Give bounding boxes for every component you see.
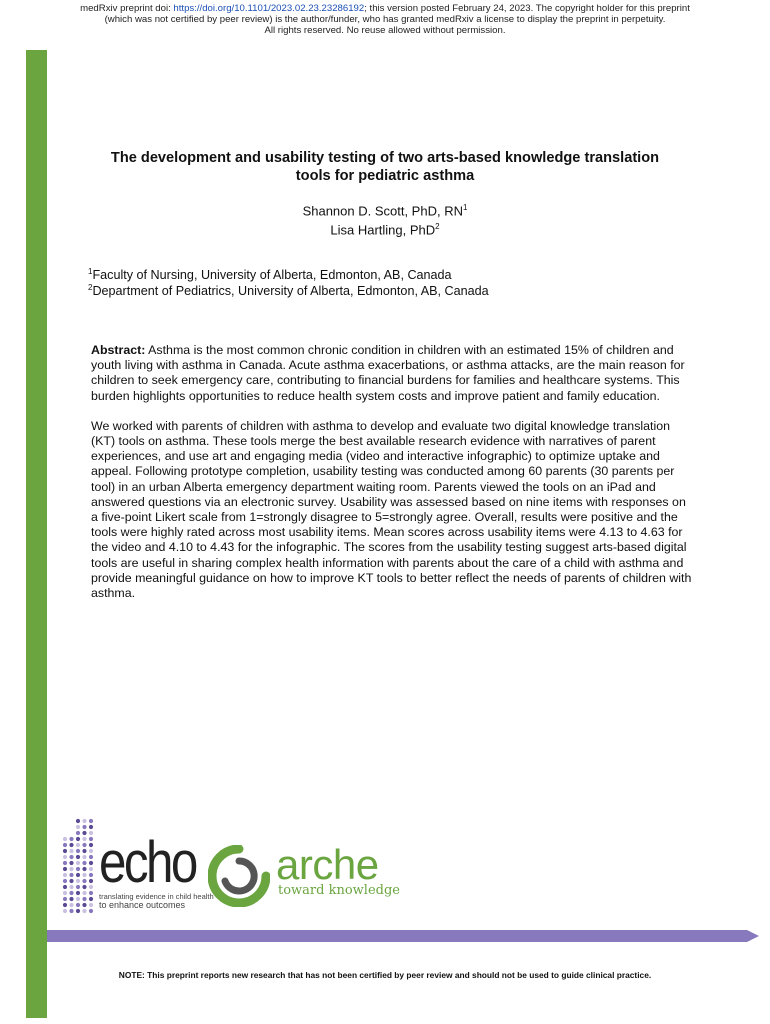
echo-dot: [69, 837, 73, 841]
echo-dot: [82, 861, 86, 865]
echo-dot: [82, 897, 86, 901]
echo-dot: [76, 825, 80, 829]
echo-dot: [89, 909, 93, 913]
author-1: Shannon D. Scott, PhD, $RN^1$: [302, 203, 468, 219]
echo-dot: [76, 831, 80, 835]
green-side-bar: [26, 50, 47, 1018]
echo-dot: [63, 849, 67, 853]
arche-logo-word: arche: [276, 841, 379, 888]
echo-dot: [69, 903, 73, 907]
echo-dot: [69, 909, 73, 913]
echo-dot: [76, 867, 80, 871]
affiliation-2: $^2$Department of Pediatrics, University of Alberta, Edmonton, AB, Canada: [88, 283, 489, 299]
echo-dot: [69, 855, 73, 859]
echo-dot: [82, 843, 86, 847]
purple-divider-band: [47, 928, 759, 944]
echo-dot: [82, 873, 86, 877]
author-2: Lisa Hartling, PhD$^2$: [330, 222, 440, 238]
echo-dot: [69, 885, 73, 889]
echo-tagline-2: to enhance outcomes: [99, 900, 186, 910]
echo-dot: [89, 837, 93, 841]
echo-dot: [76, 885, 80, 889]
echo-dot: [63, 885, 67, 889]
echo-dot: [63, 891, 67, 895]
doi-link[interactable]: https://doi.org/10.1101/2023.02.23.23286192: [173, 3, 365, 14]
echo-dot: [76, 837, 80, 841]
echo-dot: [89, 885, 93, 889]
echo-dot: [69, 879, 73, 883]
echo-dot: [76, 879, 80, 883]
abstract-label: Abstract:: [91, 343, 146, 357]
authors: [80, 200, 690, 239]
echo-dot: [82, 879, 86, 883]
footer-note: NOTE: This preprint reports new research that has not been certified by peer review and should not be used to guide clinical practice.: [118, 970, 652, 980]
echo-dot: [82, 855, 86, 859]
echo-dot: [69, 849, 73, 853]
arche-tagline: toward knowledge: [278, 883, 400, 898]
echo-dot: [63, 861, 67, 865]
header-line-3: All rights reserved. No reuse allowed without permission.: [264, 25, 506, 36]
echo-dot: [76, 843, 80, 847]
echo-dot: [89, 825, 93, 829]
echo-dot: [63, 879, 67, 883]
echo-dot: [82, 867, 86, 871]
echo-dot: [89, 843, 93, 847]
echo-dot: [76, 903, 80, 907]
echo-dot: [63, 867, 67, 871]
echo-dot: [89, 903, 93, 907]
echo-dot: [63, 837, 67, 841]
echo-dot: [89, 831, 93, 835]
paper-title: The development and usability testing of two arts-based knowledge translation tools for pediatric asthma: [110, 150, 660, 184]
header-line-2: (which was not certified by peer review) is the author/funder, who has granted medRxiv a license to display the preprint in perpetuity.: [104, 14, 666, 25]
echo-dot: [89, 879, 93, 883]
echo-dot: [63, 873, 67, 877]
echo-dot: [89, 867, 93, 871]
echo-dot: [63, 897, 67, 901]
echo-dot: [89, 891, 93, 895]
echo-dot: [76, 819, 80, 823]
echo-dot: [76, 909, 80, 913]
echo-tagline-1: translating evidence in child health: [99, 892, 214, 901]
echo-dot: [63, 903, 67, 907]
arche-swirl-icon: [208, 845, 270, 907]
echo-dot: [89, 819, 93, 823]
echo-dot: [69, 843, 73, 847]
echo-dot: [82, 903, 86, 907]
echo-dot: [89, 861, 93, 865]
echo-dot: [82, 885, 86, 889]
echo-logo-word: echo: [99, 830, 196, 895]
echo-dot: [82, 849, 86, 853]
echo-dot: [89, 873, 93, 877]
echo-dot: [76, 873, 80, 877]
echo-dot: [82, 837, 86, 841]
echo-dot: [82, 819, 86, 823]
echo-dot: [76, 861, 80, 865]
echo-dot: [69, 873, 73, 877]
echo-dot: [69, 867, 73, 871]
abstract: [91, 343, 695, 616]
echo-dot: [76, 897, 80, 901]
arche-logo: [208, 843, 408, 909]
echo-dot: [89, 897, 93, 901]
echo-dot: [82, 825, 86, 829]
echo-dot: [63, 843, 67, 847]
echo-dot: [76, 891, 80, 895]
abstract-paragraph-2: We worked with parents of children with asthma to develop and evaluate two digital knowledge translation (KT) tools on asthma. These tools merge the best available research evidence with narratives of parent experiences, and use art and engaging media (video and interactive infographic) to optimize uptake and appeal. Following prototype completion, usability testing was conducted among 60 parents (30 parents per tool) in an urban Alberta emergency department waiting room. Parents viewed the tools on an iPad and answered questions via an electronic survey. Usability was assessed based on nine items with responses on a five-point Likert scale from 1=strongly disagree to 5=strongly agree. Overall, results were positive and the tools were highly rated across most usability items. Mean scores across usability items were 4.13 to 4.63 for the video and 4.10 to 4.43 for the infographic. The scores from the usability testing suggest arts-based digital tools are useful in sharing complex health information with parents about the care of a child with asthma and provide meaningful guidance on how to improve KT tools to better reflect the needs of parents of children with asthma.: [91, 418, 692, 601]
affiliation-1: $^1$Faculty of Nursing, University of Alberta, Edmonton, AB, Canada: [88, 267, 452, 283]
echo-dot: [89, 855, 93, 859]
preprint-header: [0, 3, 770, 36]
echo-dot: [76, 849, 80, 853]
echo-dot-grid-icon: [62, 818, 96, 914]
echo-dot: [82, 891, 86, 895]
echo-dot: [82, 909, 86, 913]
echo-dot: [63, 855, 67, 859]
echo-dot: [69, 891, 73, 895]
echo-dot: [82, 831, 86, 835]
echo-dot: [76, 855, 80, 859]
echo-logo: [62, 818, 214, 914]
echo-dot: [89, 849, 93, 853]
echo-dot: [69, 897, 73, 901]
echo-dot: [69, 861, 73, 865]
abstract-paragraph-1: Abstract: Asthma is the most common chronic condition in children with an estimated 15% of children and youth living with asthma in Canada. Acute asthma exacerbations, or asthma attacks, are the main reason for children to seek emergency care, contributing to financial burdens for families and healthcare systems. This burden highlights opportunities to reduce health system costs and improve patient and family education.: [91, 343, 685, 403]
header-line-1: medRxiv preprint doi: https://doi.org/10.1101/2023.02.23.23286192; this version posted February 24, 2023. The copyright holder for this preprint: [80, 3, 690, 14]
echo-dot: [63, 909, 67, 913]
